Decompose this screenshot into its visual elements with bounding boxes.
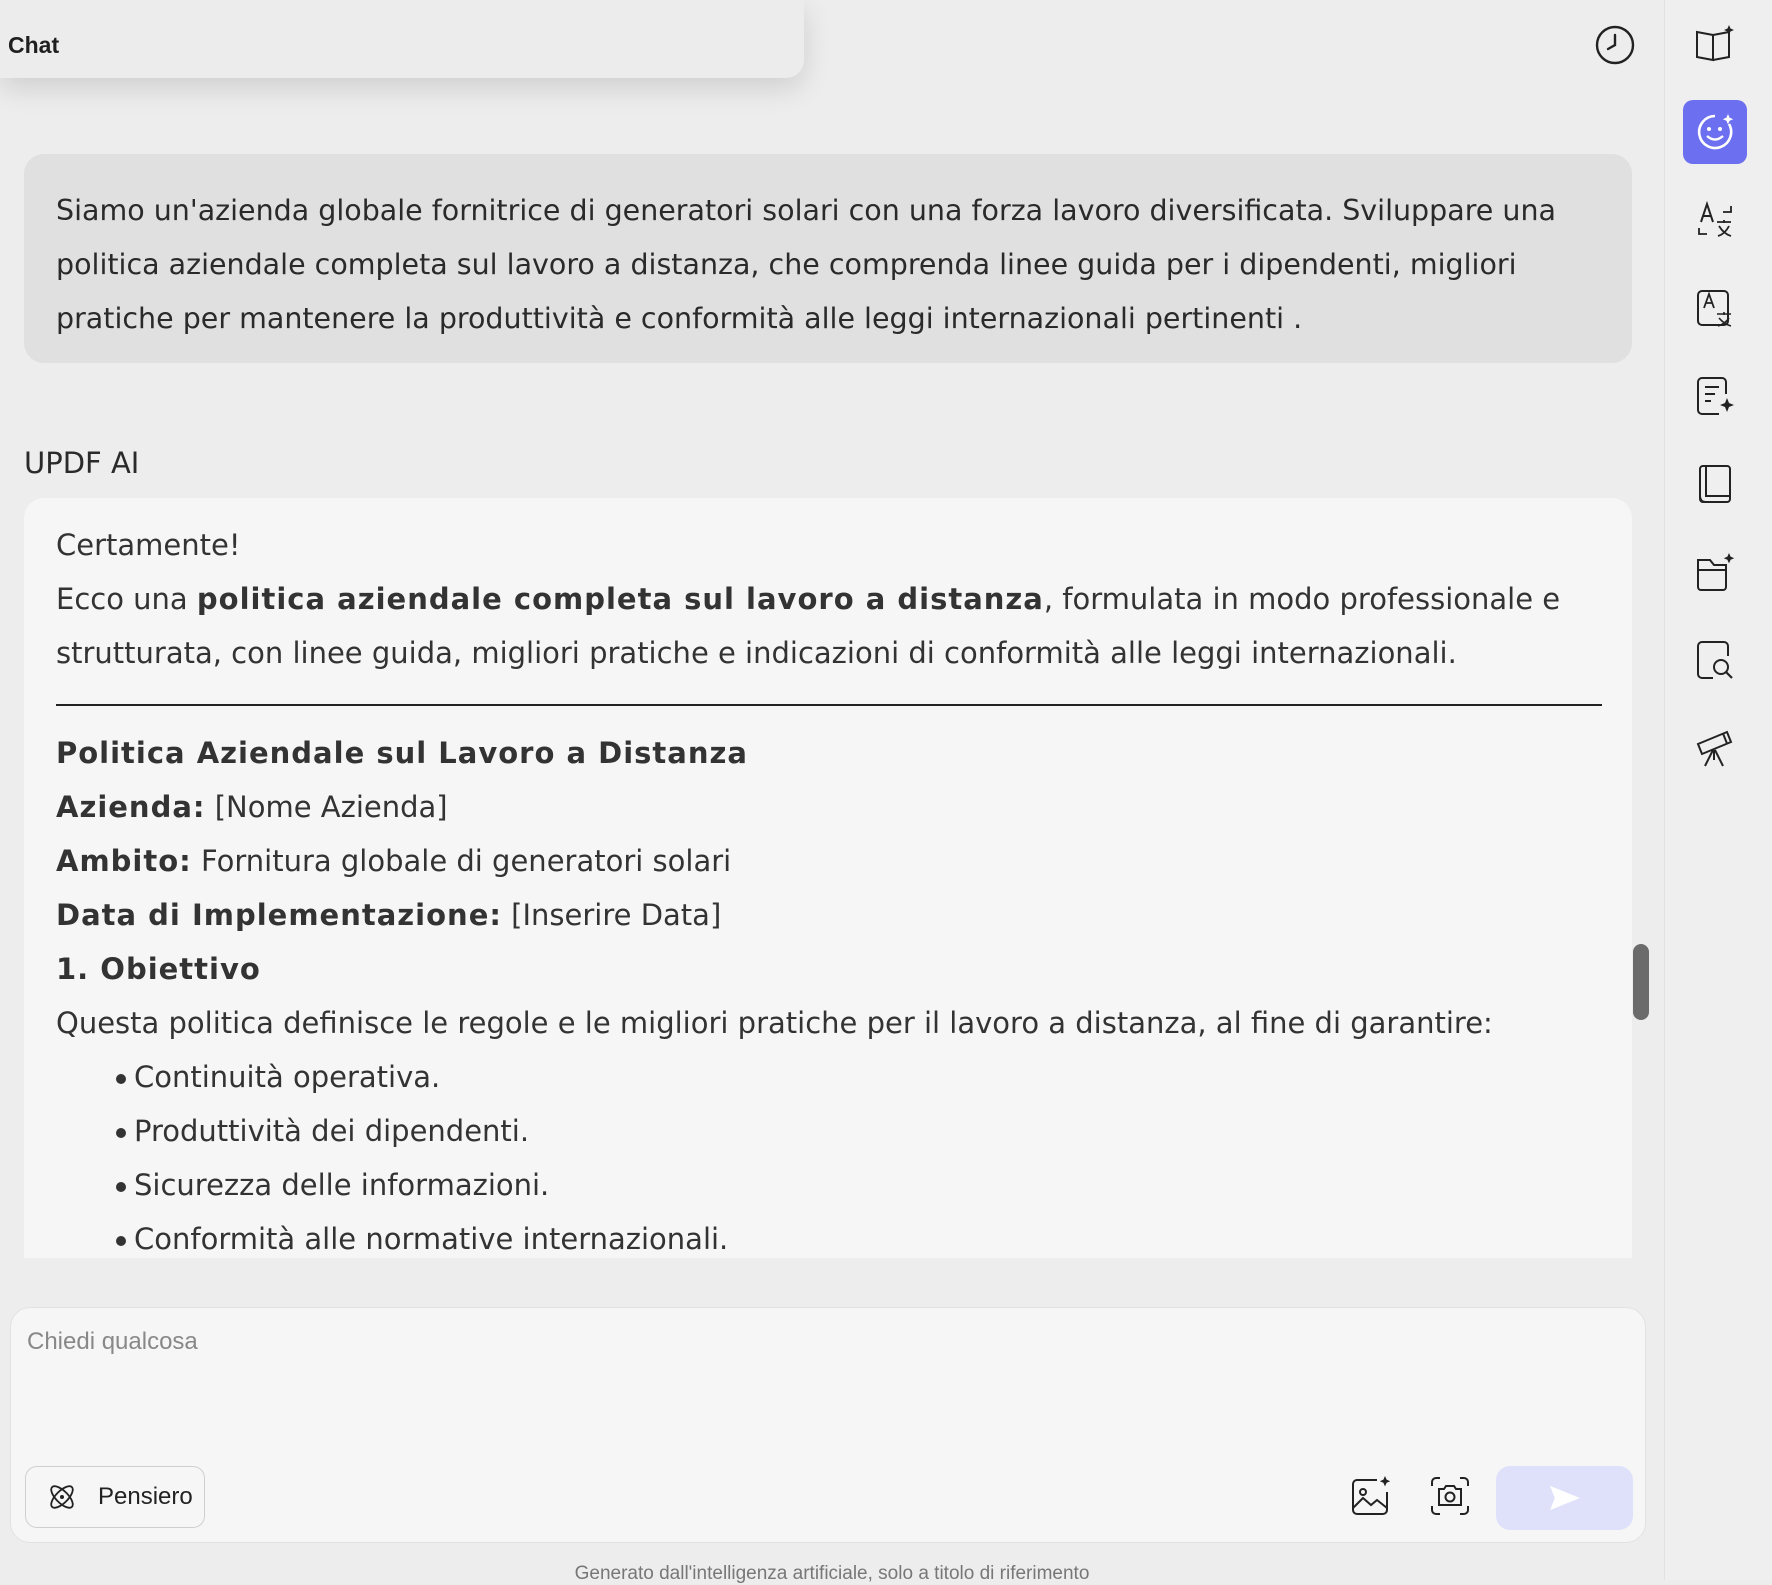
folder-sparkle-icon[interactable]	[1683, 540, 1747, 604]
book-sparkle-icon[interactable]	[1683, 12, 1747, 76]
user-message: Siamo un'azienda globale fornitrice di generatori solari con una forza lavoro diversificata. Sviluppare una politica aziendale completa sul lavoro a distanza, che comprenda linee guida per i dipendenti, migliori pratiche per mantenere la produttività e conformità alle leggi internazionali pertinenti .	[24, 154, 1632, 363]
ai-response	[24, 498, 1632, 1258]
right-sidebar	[1664, 0, 1772, 1580]
list-item: Produttività dei dipendenti.	[56, 1104, 1600, 1158]
scrollbar-thumb[interactable]	[1633, 944, 1649, 1020]
list-item: Continuità operativa.	[56, 1050, 1600, 1104]
translate-box-icon[interactable]	[1683, 276, 1747, 340]
telescope-icon[interactable]	[1683, 716, 1747, 780]
section-text: Questa politica definisce le regole e le migliori pratiche per il lavoro a distanza, al fine di garantire:	[56, 1006, 1493, 1040]
divider	[56, 704, 1602, 706]
book-icon[interactable]	[1683, 452, 1747, 516]
history-icon[interactable]	[1594, 24, 1636, 66]
chat-tab[interactable]	[0, 0, 804, 78]
message-input[interactable]	[25, 1326, 1589, 1430]
ai-sender-label: UPDF AI	[24, 446, 140, 480]
send-icon	[1548, 1484, 1582, 1512]
scope-line: Ambito: Fornitura globale di generatori solari	[56, 844, 732, 878]
policy-title: Politica Aziendale sul Lavoro a Distanza	[56, 736, 748, 770]
thinking-mode-button[interactable]	[25, 1466, 205, 1528]
translate-icon[interactable]	[1683, 188, 1747, 252]
ai-intro: Ecco una politica aziendale completa sul lavoro a distanza, formulata in modo professionale e strutturata, con linee guida, migliori pratiche e indicazioni di conformità alle leggi internazionali.	[56, 582, 1561, 670]
disclaimer-note: Generato dall'intelligenza artificiale, solo a titolo di riferimento	[574, 1563, 1090, 1584]
atom-icon	[46, 1481, 78, 1513]
ai-greeting: Certamente!	[56, 528, 241, 562]
ai-chat-icon[interactable]	[1683, 100, 1747, 164]
screenshot-icon[interactable]	[1428, 1474, 1472, 1518]
thinking-mode-label: Pensiero	[98, 1483, 193, 1510]
summarize-icon[interactable]	[1683, 364, 1747, 428]
message-composer	[10, 1307, 1646, 1543]
send-button[interactable]	[1496, 1466, 1633, 1530]
tab-title: Chat	[8, 32, 60, 58]
date-line: Data di Implementazione: [Inserire Data]	[56, 898, 722, 932]
list-item: Conformità alle normative internazionali.	[56, 1212, 1600, 1258]
list-item: Sicurezza delle informazioni.	[56, 1158, 1600, 1212]
section-heading: 1. Obiettivo	[56, 952, 261, 986]
company-line: Azienda: [Nome Azienda]	[56, 790, 448, 824]
search-doc-icon[interactable]	[1683, 628, 1747, 692]
image-sparkle-icon[interactable]	[1349, 1474, 1393, 1518]
